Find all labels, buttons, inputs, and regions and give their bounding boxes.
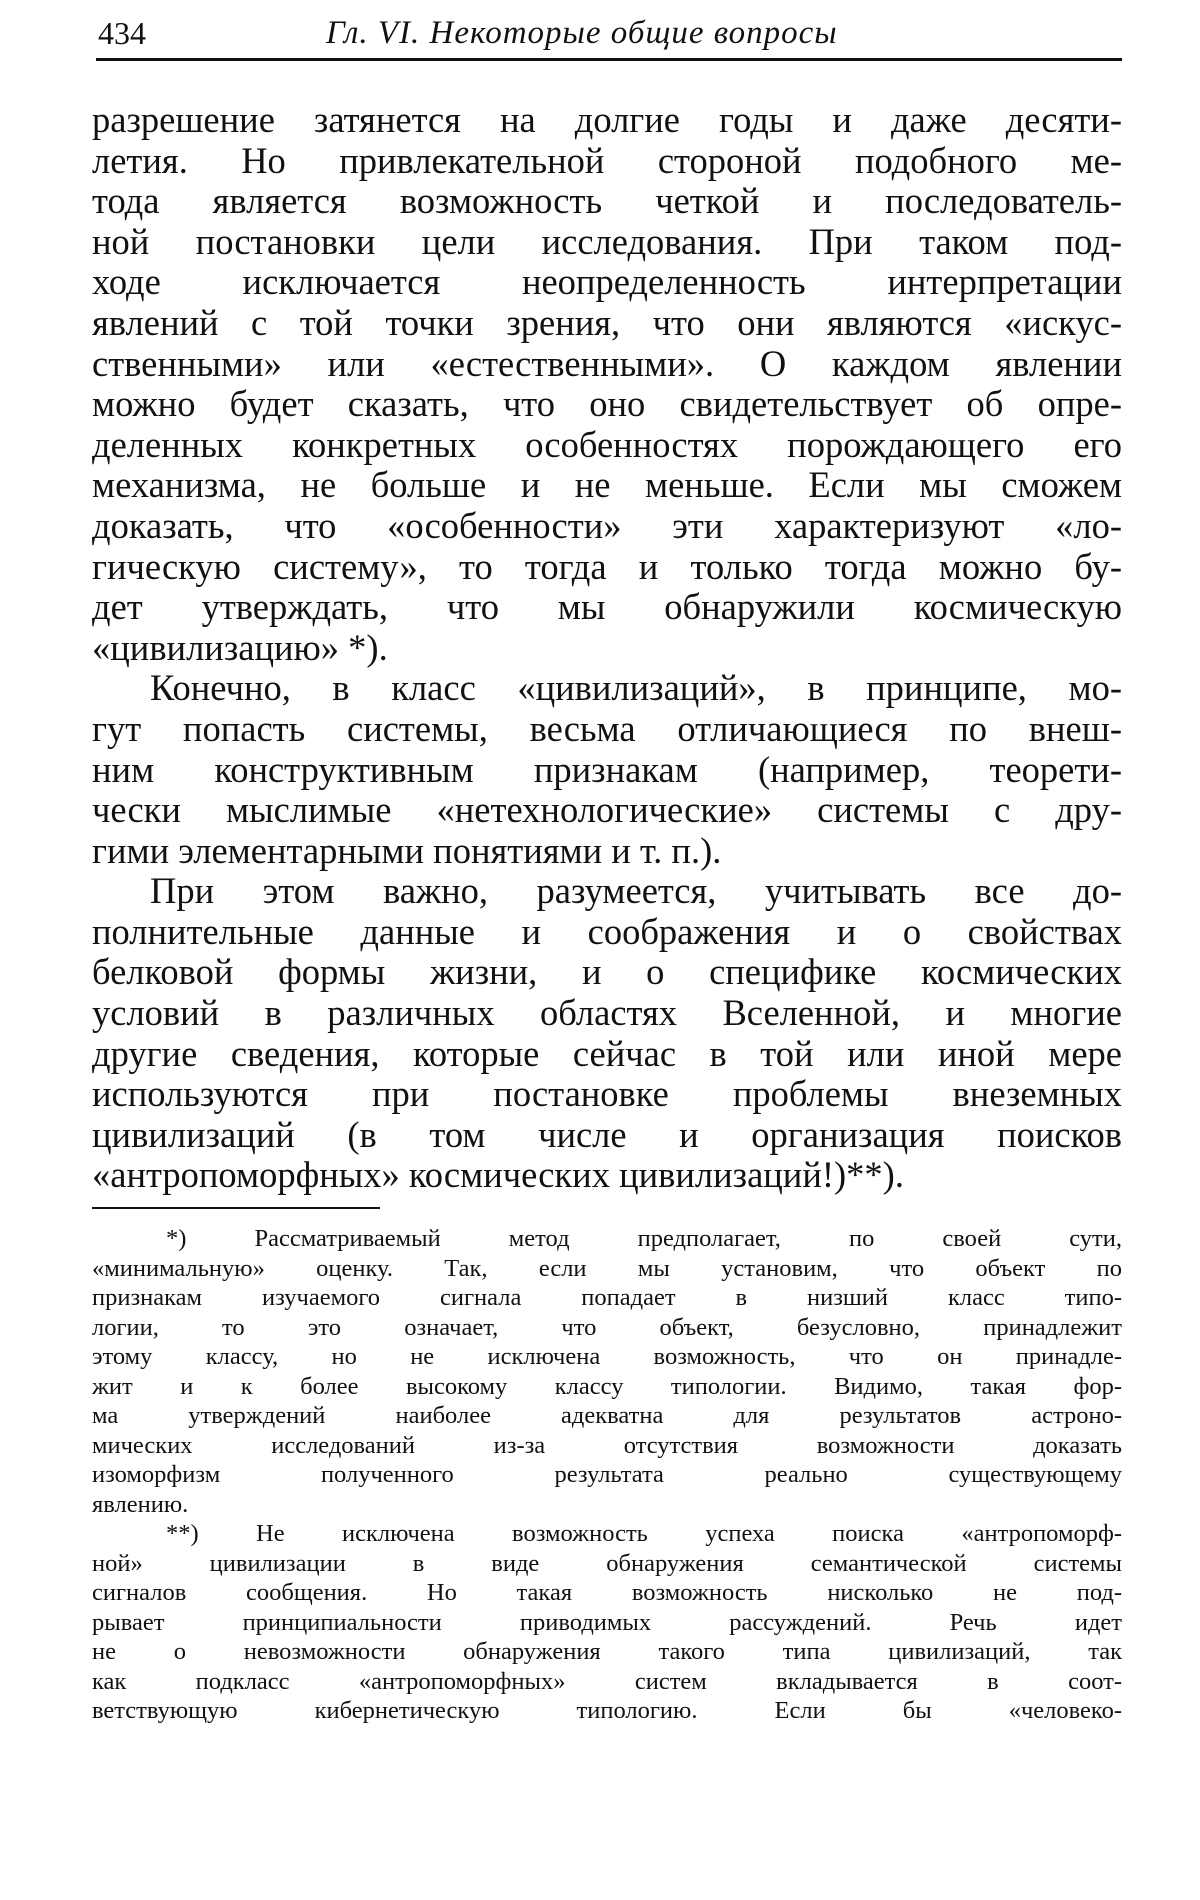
- text-line: гут попасть системы, весьма отличающиеся по внеш-: [92, 707, 1122, 749]
- text-line: деленных конкретных особенностях порождающего его: [92, 423, 1122, 465]
- text-line: цивилизаций (в том числе и организация поисков: [92, 1113, 1122, 1155]
- text-line: Конечно, в класс «цивилизаций», в принципе, мо-: [150, 667, 1122, 709]
- footnote-line: жит и к более высокому классу типологии. Видимо, такая фор-: [92, 1372, 1122, 1400]
- footnote-line: **) Не исключена возможность успеха поиска «антропоморф-: [166, 1520, 1122, 1547]
- footnote: [92, 1224, 1122, 1519]
- text-line: ственными» или «естественными». О каждом явлении: [92, 342, 1122, 384]
- footnote-rule: [92, 1207, 380, 1209]
- footnote-line: ма утверждений наиболее адекватна для результатов астроно-: [92, 1402, 1122, 1429]
- text-line: дет утверждать, что мы обнаружили космическую: [92, 586, 1122, 628]
- footnote-line: сигналов сообщения. Но такая возможность нисколько не под-: [92, 1579, 1122, 1606]
- text-line: ним конструктивным признакам (например, теорети-: [92, 748, 1122, 790]
- text-line: разрешение затянется на долгие годы и даже десяти-: [92, 99, 1122, 140]
- text-line: ной постановки цели исследования. При таком под-: [92, 220, 1122, 262]
- footnote-line: рывает принципиальности приводимых рассуждений. Речь идет: [92, 1608, 1122, 1636]
- text-line: используются при постановке проблемы внеземных: [92, 1073, 1122, 1115]
- text-line: условий в различных областях Вселенной, и многие: [92, 992, 1122, 1034]
- text-line: доказать, что «особенности» эти характеризуют «ло-: [92, 504, 1122, 546]
- paragraph: [92, 871, 1122, 1196]
- text-line: ходе исключается неопределенность интерпретации: [92, 261, 1122, 303]
- footnote-line: «минимальную» оценку. Так, если мы установим, что объект по: [92, 1254, 1122, 1282]
- text-line: белковой формы жизни, и о специфике космических: [92, 951, 1122, 993]
- text-line: другие сведения, которые сейчас в той или иной мере: [92, 1032, 1122, 1074]
- page-number: 434: [98, 15, 146, 51]
- paragraph: [92, 100, 1122, 668]
- text-line: «антропоморфных» космических цивилизаций!)**).: [92, 1154, 904, 1196]
- footnote-line: мических исследований из-за отсутствия возможности доказать: [92, 1431, 1122, 1459]
- text-line: полнительные данные и соображения и о свойствах: [92, 910, 1122, 952]
- footnote-line: ветствующую кибернетическую типологию. Если бы «человеко-: [92, 1697, 1122, 1724]
- footnote-line: логии, то это означает, что объект, безусловно, принадлежит: [92, 1313, 1122, 1341]
- footnote: [92, 1519, 1122, 1726]
- footnote-line: этому классу, но не исключена возможность, что он принадле-: [92, 1343, 1122, 1370]
- text-line: При этом важно, разумеется, учитывать все до-: [150, 870, 1122, 912]
- footnote-line: не о невозможности обнаружения такого типа цивилизаций, так: [92, 1638, 1122, 1665]
- running-head: [98, 8, 1120, 58]
- text-line: можно будет сказать, что оно свидетельствует об опре-: [92, 383, 1122, 425]
- text-line: «цивилизацию» *).: [92, 626, 388, 668]
- paragraph: [92, 668, 1122, 871]
- chapter-title: Гл. VI. Некоторые общие вопросы: [326, 15, 838, 51]
- text-line: тода является возможность четкой и последователь-: [92, 180, 1122, 222]
- text-line: явлений с той точки зрения, что они являются «искус-: [92, 301, 1122, 343]
- footnote-line: изоморфизм полученного результата реально существующему: [92, 1461, 1122, 1488]
- footnote-line: как подкласс «антропоморфных» систем вкладывается в соот-: [92, 1667, 1122, 1695]
- footnote-line: признакам изучаемого сигнала попадает в низший класс типо-: [92, 1284, 1122, 1311]
- text-line: гическую систему», то тогда и только тогда можно бу-: [92, 545, 1122, 587]
- main-text: [92, 100, 1122, 1196]
- text-line: гими элементарными понятиями и т. п.).: [92, 829, 722, 871]
- footnote-line: ной» цивилизации в виде обнаружения семантической системы: [92, 1549, 1122, 1577]
- text-line: механизма, не больше и не меньше. Если мы сможем: [92, 464, 1122, 506]
- text-line: летия. Но привлекательной стороной подобного ме-: [92, 139, 1122, 181]
- header-rule: [96, 58, 1122, 61]
- footnote-line: *) Рассматриваемый метод предполагает, по своей сути,: [166, 1225, 1122, 1252]
- footnotes: [92, 1224, 1122, 1726]
- footnote-line: явлению.: [92, 1490, 189, 1518]
- text-line: чески мыслимые «нетехнологические» системы с дру-: [92, 789, 1122, 831]
